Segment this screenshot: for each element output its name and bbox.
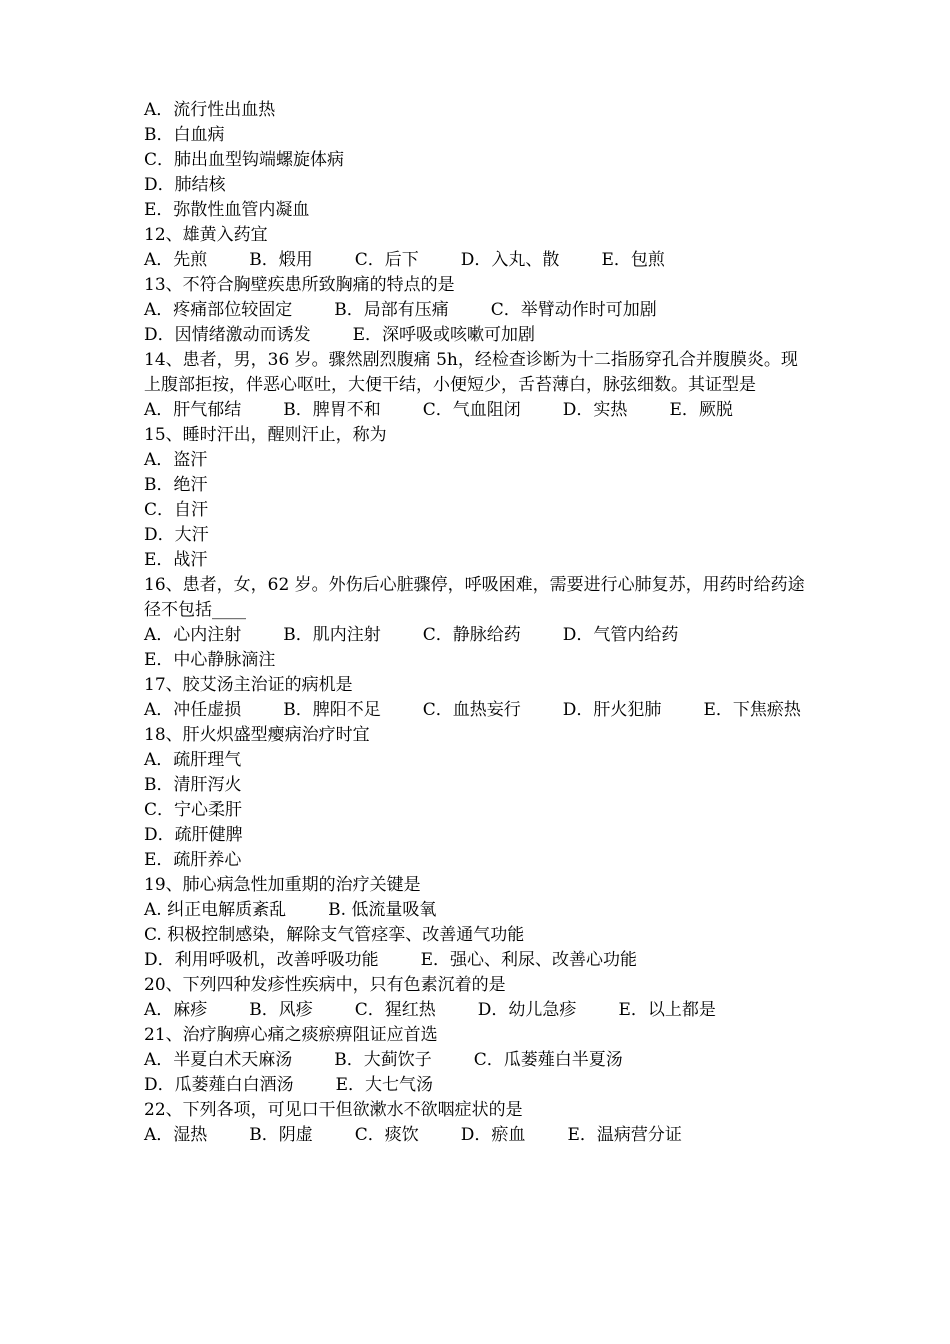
option-line: D．疏肝健脾 [144, 825, 243, 845]
question-22: 22、下列各项，可见口干但欲漱水不欲咽症状的是 [144, 1100, 523, 1120]
option: A．半夏白术天麻汤 [144, 1050, 293, 1070]
option-line: A．疏肝理气 [144, 750, 242, 770]
option: B．局部有压痛 [334, 300, 449, 320]
option: E．大七气汤 [335, 1075, 434, 1095]
option: A．麻疹 [144, 1000, 208, 1020]
option: E．包煎 [601, 250, 665, 270]
question-21: 21、治疗胸痹心痛之痰瘀痹阻证应首选 [144, 1025, 438, 1045]
option: B．脾阳不足 [283, 700, 381, 720]
option: B．阴虚 [249, 1125, 313, 1145]
option: E．温病营分证 [567, 1125, 682, 1145]
option: E．以上都是 [618, 1000, 716, 1020]
options-row [144, 298, 808, 348]
option: D．因情绪激动而诱发 [144, 325, 311, 345]
options-row [144, 998, 808, 1023]
options-row [144, 1123, 808, 1148]
question-16: 16、患者，女，62 岁。外伤后心脏骤停，呼吸困难，需要进行心肺复苏，用药时给药途径不包括____ [144, 575, 805, 620]
option: A．肝气郁结 [144, 400, 242, 420]
option: B. 低流量吸氧 [328, 900, 437, 920]
option: C. 积极控制感染，解除支气管痉挛、改善通气功能 [144, 925, 525, 945]
option-line: E．战汗 [144, 550, 208, 570]
option: A．心内注射 [144, 625, 242, 645]
option: A. 纠正电解质紊乱 [144, 900, 287, 920]
option: C．猩红热 [354, 1000, 436, 1020]
options-row [144, 698, 808, 723]
question-14: 14、患者，男，36 岁。骤然剧烈腹痛 5h，经检查诊断为十二指肠穿孔合并腹膜炎。现上腹部拒按，伴恶心呕吐，大便干结，小便短少，舌苔薄白，脉弦细数。其证型是 [144, 350, 798, 395]
question-13: 13、不符合胸壁疾患所致胸痛的特点的是 [144, 275, 455, 295]
option: D．气管内给药 [562, 625, 679, 645]
option: A．疼痛部位较固定 [144, 300, 293, 320]
option: B．脾胃不和 [283, 400, 381, 420]
option-line: B．白血病 [144, 125, 225, 145]
question-18: 18、肝火炽盛型瘿病治疗时宜 [144, 725, 370, 745]
option: D．肝火犯肺 [562, 700, 662, 720]
option: D．实热 [562, 400, 628, 420]
option-line: A．流行性出血热 [144, 100, 276, 120]
option: E．中心静脉滴注 [144, 650, 276, 670]
option: B．煅用 [249, 250, 313, 270]
option: E．厥脱 [669, 400, 733, 420]
option: B．肌内注射 [283, 625, 381, 645]
option-line: D．大汗 [144, 525, 209, 545]
option: D．瘀血 [460, 1125, 526, 1145]
option: E．强心、利尿、改善心功能 [420, 950, 638, 970]
option: C．痰饮 [354, 1125, 419, 1145]
option-line: C．肺出血型钩端螺旋体病 [144, 150, 345, 170]
option: E．下焦瘀热 [703, 700, 801, 720]
option: C．瓜蒌薤白半夏汤 [473, 1050, 623, 1070]
options-row [144, 898, 808, 973]
option: C．静脉给药 [422, 625, 521, 645]
option: B．大蓟饮子 [334, 1050, 432, 1070]
option-line: E．弥散性血管内凝血 [144, 200, 310, 220]
option: C．气血阻闭 [422, 400, 521, 420]
option: C．举臂动作时可加剧 [490, 300, 657, 320]
document-page [144, 98, 808, 1148]
option: D．入丸、散 [460, 250, 560, 270]
option: B．风疹 [249, 1000, 313, 1020]
option-line: A．盗汗 [144, 450, 208, 470]
options-row [144, 398, 808, 423]
option: C．血热妄行 [422, 700, 521, 720]
option-line: C．自汗 [144, 500, 209, 520]
question-20: 20、下列四种发疹性疾病中，只有色素沉着的是 [144, 975, 506, 995]
question-15: 15、睡时汗出，醒则汗止，称为 [144, 425, 387, 445]
option-line: B．绝汗 [144, 475, 208, 495]
option-line: E．疏肝养心 [144, 850, 242, 870]
options-row [144, 623, 808, 673]
option: A．先煎 [144, 250, 208, 270]
option-line: C．宁心柔肝 [144, 800, 243, 820]
options-row [144, 248, 808, 273]
option: A．冲任虚损 [144, 700, 242, 720]
question-19: 19、肺心病急性加重期的治疗关键是 [144, 875, 421, 895]
option-line: B．清肝泻火 [144, 775, 242, 795]
option: A．湿热 [144, 1125, 208, 1145]
option: C．后下 [354, 250, 419, 270]
question-12: 12、雄黄入药宜 [144, 225, 268, 245]
option-line: D．肺结核 [144, 175, 226, 195]
option: D．瓜蒌薤白白酒汤 [144, 1075, 294, 1095]
options-row [144, 1048, 808, 1098]
question-17: 17、胶艾汤主治证的病机是 [144, 675, 353, 695]
option: D．利用呼吸机，改善呼吸功能 [144, 950, 379, 970]
option: E．深呼吸或咳嗽可加剧 [352, 325, 536, 345]
option: D．幼儿急疹 [477, 1000, 577, 1020]
